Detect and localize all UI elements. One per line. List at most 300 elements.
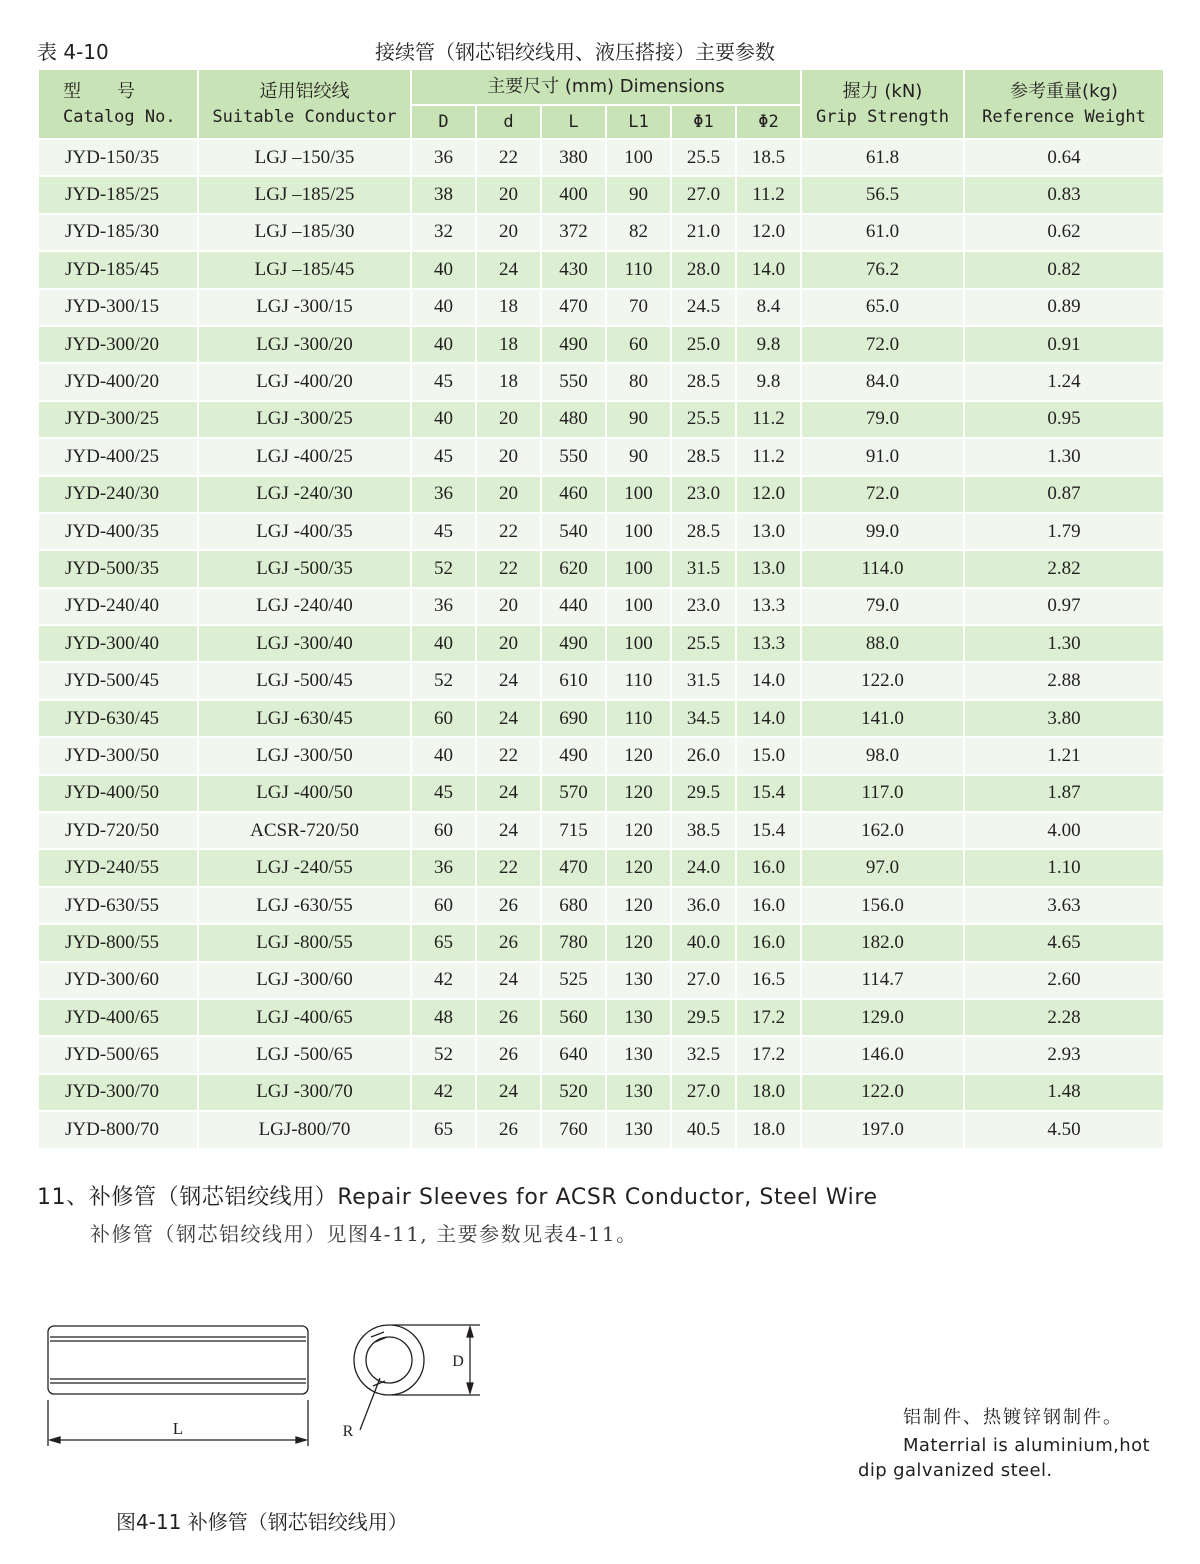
cell-d: 22 bbox=[476, 550, 541, 587]
cell-grip: 122.0 bbox=[801, 662, 964, 699]
cell-L1: 110 bbox=[606, 700, 671, 737]
section-heading: 11、补修管（钢芯铝绞线用）Repair Sleeves for ACSR Conductor, Steel Wire bbox=[37, 1185, 878, 1210]
cell-phi2: 13.0 bbox=[736, 550, 801, 587]
cell-grip: 197.0 bbox=[801, 1111, 964, 1148]
cell-conductor: LGJ -400/65 bbox=[198, 999, 411, 1036]
cell-phi2: 16.0 bbox=[736, 924, 801, 961]
cell-phi1: 38.5 bbox=[671, 812, 736, 849]
material-note-en-line2: dip galvanized steel. bbox=[858, 1460, 1053, 1481]
cell-D: 60 bbox=[411, 700, 476, 737]
cell-catalog: JYD-300/25 bbox=[38, 401, 198, 438]
cell-d: 24 bbox=[476, 251, 541, 288]
cell-weight: 0.82 bbox=[964, 251, 1164, 288]
cell-weight: 1.24 bbox=[964, 363, 1164, 400]
cell-grip: 76.2 bbox=[801, 251, 964, 288]
cell-phi1: 23.0 bbox=[671, 588, 736, 625]
cell-L1: 100 bbox=[606, 139, 671, 176]
cell-d: 24 bbox=[476, 662, 541, 699]
material-note-en-line1: Materrial is aluminium,hot bbox=[903, 1435, 1150, 1456]
section-subtitle: 补修管（钢芯铝绞线用）见图4-11, 主要参数见表4-11。 bbox=[90, 1222, 638, 1246]
cell-L1: 130 bbox=[606, 1111, 671, 1148]
cell-conductor: LGJ -800/55 bbox=[198, 924, 411, 961]
table-row bbox=[38, 550, 1164, 587]
cell-L1: 110 bbox=[606, 662, 671, 699]
cell-L1: 100 bbox=[606, 550, 671, 587]
table-row bbox=[38, 849, 1164, 886]
cell-d: 24 bbox=[476, 962, 541, 999]
cell-conductor: LGJ –185/25 bbox=[198, 176, 411, 213]
cell-d: 26 bbox=[476, 887, 541, 924]
cell-phi1: 29.5 bbox=[671, 999, 736, 1036]
cell-grip: 114.7 bbox=[801, 962, 964, 999]
cell-phi2: 11.2 bbox=[736, 438, 801, 475]
cell-D: 40 bbox=[411, 251, 476, 288]
table-row bbox=[38, 625, 1164, 662]
cell-grip: 141.0 bbox=[801, 700, 964, 737]
cell-catalog: JYD-300/20 bbox=[38, 326, 198, 363]
cell-weight: 4.65 bbox=[964, 924, 1164, 961]
cell-d: 22 bbox=[476, 737, 541, 774]
cell-D: 60 bbox=[411, 887, 476, 924]
cell-phi1: 28.5 bbox=[671, 513, 736, 550]
cell-conductor: LGJ -500/65 bbox=[198, 1036, 411, 1073]
table-row bbox=[38, 438, 1164, 475]
header-conductor bbox=[198, 69, 411, 139]
table-row bbox=[38, 924, 1164, 961]
cell-d: 24 bbox=[476, 812, 541, 849]
cell-catalog: JYD-185/25 bbox=[38, 176, 198, 213]
cell-L1: 60 bbox=[606, 326, 671, 363]
header-dim-4: Φ1 bbox=[671, 105, 736, 139]
cell-d: 18 bbox=[476, 326, 541, 363]
cell-d: 20 bbox=[476, 214, 541, 251]
cell-phi1: 25.0 bbox=[671, 326, 736, 363]
cell-D: 40 bbox=[411, 401, 476, 438]
cell-conductor: LGJ -400/35 bbox=[198, 513, 411, 550]
cell-phi2: 13.3 bbox=[736, 588, 801, 625]
cell-L: 400 bbox=[541, 176, 606, 213]
cell-phi1: 28.5 bbox=[671, 363, 736, 400]
cell-grip: 97.0 bbox=[801, 849, 964, 886]
cell-L: 525 bbox=[541, 962, 606, 999]
cell-L1: 82 bbox=[606, 214, 671, 251]
cell-weight: 0.83 bbox=[964, 176, 1164, 213]
header-dim-2: L bbox=[541, 105, 606, 139]
table-row bbox=[38, 176, 1164, 213]
table-row bbox=[38, 887, 1164, 924]
cell-phi1: 26.0 bbox=[671, 737, 736, 774]
cell-catalog: JYD-500/65 bbox=[38, 1036, 198, 1073]
cell-D: 42 bbox=[411, 962, 476, 999]
cell-d: 20 bbox=[476, 176, 541, 213]
cell-phi1: 25.5 bbox=[671, 401, 736, 438]
header-conductor-cn: 适用铝绞线 bbox=[259, 81, 350, 102]
cell-conductor: LGJ –150/35 bbox=[198, 139, 411, 176]
cell-conductor: LGJ -300/60 bbox=[198, 962, 411, 999]
table-row bbox=[38, 700, 1164, 737]
table-row bbox=[38, 662, 1164, 699]
cell-catalog: JYD-185/30 bbox=[38, 214, 198, 251]
table-body bbox=[38, 139, 1164, 1149]
cell-D: 36 bbox=[411, 849, 476, 886]
cell-phi2: 9.8 bbox=[736, 326, 801, 363]
cell-L: 470 bbox=[541, 289, 606, 326]
cell-L: 570 bbox=[541, 775, 606, 812]
cell-D: 40 bbox=[411, 737, 476, 774]
cell-catalog: JYD-400/25 bbox=[38, 438, 198, 475]
cell-catalog: JYD-185/45 bbox=[38, 251, 198, 288]
cell-L1: 100 bbox=[606, 625, 671, 662]
cell-D: 38 bbox=[411, 176, 476, 213]
dimension-label-D: D bbox=[452, 1353, 464, 1370]
cell-phi1: 40.5 bbox=[671, 1111, 736, 1148]
cell-conductor: LGJ –185/45 bbox=[198, 251, 411, 288]
cell-conductor: LGJ -400/50 bbox=[198, 775, 411, 812]
table-row bbox=[38, 1036, 1164, 1073]
cell-D: 65 bbox=[411, 1111, 476, 1148]
header-dim-0: D bbox=[411, 105, 476, 139]
cell-L1: 130 bbox=[606, 1036, 671, 1073]
cell-grip: 162.0 bbox=[801, 812, 964, 849]
cell-weight: 4.50 bbox=[964, 1111, 1164, 1148]
table-row bbox=[38, 139, 1164, 176]
cell-grip: 156.0 bbox=[801, 887, 964, 924]
cell-phi1: 29.5 bbox=[671, 775, 736, 812]
cell-d: 26 bbox=[476, 1111, 541, 1148]
table-row bbox=[38, 588, 1164, 625]
cell-grip: 98.0 bbox=[801, 737, 964, 774]
cell-phi2: 17.2 bbox=[736, 1036, 801, 1073]
cell-d: 18 bbox=[476, 289, 541, 326]
table-header bbox=[38, 69, 1164, 139]
cell-L: 550 bbox=[541, 438, 606, 475]
cell-conductor: LGJ -300/15 bbox=[198, 289, 411, 326]
cell-phi2: 18.0 bbox=[736, 1074, 801, 1111]
cell-phi2: 16.0 bbox=[736, 849, 801, 886]
cell-phi1: 31.5 bbox=[671, 662, 736, 699]
cell-L: 520 bbox=[541, 1074, 606, 1111]
table-row bbox=[38, 775, 1164, 812]
cell-catalog: JYD-500/45 bbox=[38, 662, 198, 699]
cell-D: 45 bbox=[411, 438, 476, 475]
cell-catalog: JYD-300/40 bbox=[38, 625, 198, 662]
cell-catalog: JYD-240/40 bbox=[38, 588, 198, 625]
cell-weight: 2.88 bbox=[964, 662, 1164, 699]
cell-conductor: LGJ -500/45 bbox=[198, 662, 411, 699]
table-label: 表 4-10 bbox=[37, 40, 109, 64]
cell-grip: 146.0 bbox=[801, 1036, 964, 1073]
cell-grip: 122.0 bbox=[801, 1074, 964, 1111]
cell-weight: 1.21 bbox=[964, 737, 1164, 774]
cell-D: 60 bbox=[411, 812, 476, 849]
cell-conductor: LGJ -240/40 bbox=[198, 588, 411, 625]
cell-weight: 2.82 bbox=[964, 550, 1164, 587]
header-catalog-en: Catalog No. bbox=[63, 107, 176, 127]
cell-L1: 80 bbox=[606, 363, 671, 400]
cell-d: 22 bbox=[476, 849, 541, 886]
cell-D: 42 bbox=[411, 1074, 476, 1111]
cell-L: 440 bbox=[541, 588, 606, 625]
cell-phi2: 17.2 bbox=[736, 999, 801, 1036]
cell-d: 20 bbox=[476, 625, 541, 662]
cell-L: 470 bbox=[541, 849, 606, 886]
cell-L1: 130 bbox=[606, 962, 671, 999]
cell-conductor: LGJ -300/20 bbox=[198, 326, 411, 363]
table-row bbox=[38, 1111, 1164, 1148]
table-row bbox=[38, 363, 1164, 400]
cell-catalog: JYD-150/35 bbox=[38, 139, 198, 176]
cell-grip: 61.0 bbox=[801, 214, 964, 251]
cell-grip: 72.0 bbox=[801, 476, 964, 513]
cell-L: 490 bbox=[541, 625, 606, 662]
cell-conductor: LGJ -240/30 bbox=[198, 476, 411, 513]
cell-L1: 120 bbox=[606, 924, 671, 961]
cell-phi1: 27.0 bbox=[671, 962, 736, 999]
cell-D: 36 bbox=[411, 588, 476, 625]
header-dim-1: d bbox=[476, 105, 541, 139]
cell-catalog: JYD-240/55 bbox=[38, 849, 198, 886]
cell-d: 22 bbox=[476, 513, 541, 550]
cell-L1: 90 bbox=[606, 438, 671, 475]
cell-weight: 1.10 bbox=[964, 849, 1164, 886]
cell-grip: 72.0 bbox=[801, 326, 964, 363]
cell-conductor: LGJ-800/70 bbox=[198, 1111, 411, 1148]
cell-weight: 0.97 bbox=[964, 588, 1164, 625]
cell-catalog: JYD-720/50 bbox=[38, 812, 198, 849]
cell-d: 24 bbox=[476, 1074, 541, 1111]
cell-conductor: LGJ -300/40 bbox=[198, 625, 411, 662]
table-row bbox=[38, 513, 1164, 550]
cell-weight: 1.48 bbox=[964, 1074, 1164, 1111]
cell-conductor: LGJ -630/45 bbox=[198, 700, 411, 737]
cell-phi2: 16.5 bbox=[736, 962, 801, 999]
dimension-label-R: R bbox=[342, 1423, 354, 1440]
cell-catalog: JYD-300/60 bbox=[38, 962, 198, 999]
cell-d: 20 bbox=[476, 588, 541, 625]
cell-phi1: 25.5 bbox=[671, 139, 736, 176]
cell-weight: 1.87 bbox=[964, 775, 1164, 812]
cell-conductor: LGJ -400/25 bbox=[198, 438, 411, 475]
table-row bbox=[38, 999, 1164, 1036]
cell-L1: 90 bbox=[606, 176, 671, 213]
cell-D: 36 bbox=[411, 139, 476, 176]
cell-phi1: 28.5 bbox=[671, 438, 736, 475]
cell-phi2: 12.0 bbox=[736, 476, 801, 513]
cell-L1: 120 bbox=[606, 849, 671, 886]
cell-L1: 110 bbox=[606, 251, 671, 288]
table-row bbox=[38, 401, 1164, 438]
cell-L1: 130 bbox=[606, 999, 671, 1036]
cell-phi1: 24.5 bbox=[671, 289, 736, 326]
cell-phi1: 27.0 bbox=[671, 1074, 736, 1111]
cell-weight: 0.89 bbox=[964, 289, 1164, 326]
cell-D: 32 bbox=[411, 214, 476, 251]
cell-phi2: 16.0 bbox=[736, 887, 801, 924]
cell-catalog: JYD-800/70 bbox=[38, 1111, 198, 1148]
cell-grip: 117.0 bbox=[801, 775, 964, 812]
cell-phi1: 23.0 bbox=[671, 476, 736, 513]
cell-catalog: JYD-400/20 bbox=[38, 363, 198, 400]
cell-phi1: 28.0 bbox=[671, 251, 736, 288]
cell-L: 690 bbox=[541, 700, 606, 737]
cell-catalog: JYD-300/70 bbox=[38, 1074, 198, 1111]
cell-phi1: 27.0 bbox=[671, 176, 736, 213]
cell-phi2: 15.0 bbox=[736, 737, 801, 774]
table-row bbox=[38, 214, 1164, 251]
cell-L: 620 bbox=[541, 550, 606, 587]
cell-conductor: LGJ -400/20 bbox=[198, 363, 411, 400]
cell-phi1: 25.5 bbox=[671, 625, 736, 662]
table-row bbox=[38, 326, 1164, 363]
cell-phi2: 15.4 bbox=[736, 812, 801, 849]
cell-catalog: JYD-240/30 bbox=[38, 476, 198, 513]
cell-D: 52 bbox=[411, 662, 476, 699]
cell-L1: 100 bbox=[606, 476, 671, 513]
cell-d: 18 bbox=[476, 363, 541, 400]
cell-grip: 61.8 bbox=[801, 139, 964, 176]
cell-phi1: 36.0 bbox=[671, 887, 736, 924]
sleeve-end-view bbox=[354, 1325, 480, 1430]
cell-grip: 65.0 bbox=[801, 289, 964, 326]
cell-D: 36 bbox=[411, 476, 476, 513]
cell-phi2: 14.0 bbox=[736, 662, 801, 699]
cell-conductor: LGJ -300/50 bbox=[198, 737, 411, 774]
cell-L1: 100 bbox=[606, 588, 671, 625]
table-row bbox=[38, 476, 1164, 513]
cell-D: 52 bbox=[411, 550, 476, 587]
cell-D: 45 bbox=[411, 775, 476, 812]
table-title: 接续管（钢芯铝绞线用、液压搭接）主要参数 bbox=[375, 40, 775, 64]
cell-weight: 0.62 bbox=[964, 214, 1164, 251]
dimension-label-L: L bbox=[172, 1419, 184, 1438]
table-row bbox=[38, 962, 1164, 999]
cell-D: 48 bbox=[411, 999, 476, 1036]
cell-L: 490 bbox=[541, 326, 606, 363]
cell-grip: 91.0 bbox=[801, 438, 964, 475]
cell-catalog: JYD-400/50 bbox=[38, 775, 198, 812]
cell-phi2: 15.4 bbox=[736, 775, 801, 812]
cell-conductor: LGJ -630/55 bbox=[198, 887, 411, 924]
cell-grip: 84.0 bbox=[801, 363, 964, 400]
cell-conductor: LGJ -300/70 bbox=[198, 1074, 411, 1111]
cell-weight: 3.80 bbox=[964, 700, 1164, 737]
cell-d: 20 bbox=[476, 401, 541, 438]
cell-phi1: 31.5 bbox=[671, 550, 736, 587]
cell-L1: 70 bbox=[606, 289, 671, 326]
cell-L1: 120 bbox=[606, 737, 671, 774]
cell-d: 24 bbox=[476, 700, 541, 737]
cell-weight: 4.00 bbox=[964, 812, 1164, 849]
cell-weight: 0.87 bbox=[964, 476, 1164, 513]
parameters-table bbox=[37, 68, 1165, 1150]
repair-sleeve-drawing bbox=[40, 1318, 500, 1454]
cell-phi1: 34.5 bbox=[671, 700, 736, 737]
cell-L: 550 bbox=[541, 363, 606, 400]
cell-phi2: 18.5 bbox=[736, 139, 801, 176]
cell-grip: 88.0 bbox=[801, 625, 964, 662]
cell-L: 480 bbox=[541, 401, 606, 438]
cell-d: 20 bbox=[476, 476, 541, 513]
cell-conductor: ACSR-720/50 bbox=[198, 812, 411, 849]
table-row bbox=[38, 737, 1164, 774]
cell-d: 26 bbox=[476, 924, 541, 961]
cell-catalog: JYD-500/35 bbox=[38, 550, 198, 587]
cell-grip: 99.0 bbox=[801, 513, 964, 550]
cell-grip: 129.0 bbox=[801, 999, 964, 1036]
cell-L: 680 bbox=[541, 887, 606, 924]
cell-phi2: 18.0 bbox=[736, 1111, 801, 1148]
table-row bbox=[38, 289, 1164, 326]
cell-phi2: 11.2 bbox=[736, 176, 801, 213]
cell-phi2: 13.0 bbox=[736, 513, 801, 550]
cell-weight: 1.79 bbox=[964, 513, 1164, 550]
cell-grip: 182.0 bbox=[801, 924, 964, 961]
cell-L: 715 bbox=[541, 812, 606, 849]
cell-D: 40 bbox=[411, 326, 476, 363]
header-weight-en: Reference Weight bbox=[982, 107, 1146, 127]
cell-phi2: 8.4 bbox=[736, 289, 801, 326]
cell-phi1: 40.0 bbox=[671, 924, 736, 961]
cell-phi1: 24.0 bbox=[671, 849, 736, 886]
cell-weight: 2.60 bbox=[964, 962, 1164, 999]
cell-conductor: LGJ –185/30 bbox=[198, 214, 411, 251]
cell-D: 40 bbox=[411, 625, 476, 662]
cell-phi2: 11.2 bbox=[736, 401, 801, 438]
header-catalog bbox=[38, 69, 198, 139]
cell-D: 65 bbox=[411, 924, 476, 961]
cell-L: 560 bbox=[541, 999, 606, 1036]
cell-L: 610 bbox=[541, 662, 606, 699]
cell-L: 760 bbox=[541, 1111, 606, 1148]
cell-catalog: JYD-300/50 bbox=[38, 737, 198, 774]
cell-d: 22 bbox=[476, 139, 541, 176]
cell-grip: 114.0 bbox=[801, 550, 964, 587]
header-dim-5: Φ2 bbox=[736, 105, 801, 139]
header-conductor-en: Suitable Conductor bbox=[212, 107, 397, 127]
cell-L: 540 bbox=[541, 513, 606, 550]
cell-d: 20 bbox=[476, 438, 541, 475]
cell-grip: 79.0 bbox=[801, 401, 964, 438]
header-grip-cn: 握力 (kN) bbox=[842, 81, 923, 102]
header-dim-3: L1 bbox=[606, 105, 671, 139]
cell-L1: 90 bbox=[606, 401, 671, 438]
cell-L: 460 bbox=[541, 476, 606, 513]
cell-D: 45 bbox=[411, 513, 476, 550]
cell-grip: 56.5 bbox=[801, 176, 964, 213]
cell-phi2: 14.0 bbox=[736, 700, 801, 737]
header-catalog-cn: 型 号 bbox=[63, 81, 135, 102]
cell-weight: 1.30 bbox=[964, 625, 1164, 662]
cell-phi2: 9.8 bbox=[736, 363, 801, 400]
cell-weight: 0.95 bbox=[964, 401, 1164, 438]
cell-conductor: LGJ -300/25 bbox=[198, 401, 411, 438]
cell-D: 45 bbox=[411, 363, 476, 400]
cell-weight: 2.28 bbox=[964, 999, 1164, 1036]
header-weight-cn: 参考重量(kg) bbox=[1010, 81, 1118, 102]
table-row bbox=[38, 251, 1164, 288]
table-row bbox=[38, 1074, 1164, 1111]
cell-weight: 2.93 bbox=[964, 1036, 1164, 1073]
cell-D: 40 bbox=[411, 289, 476, 326]
cell-L1: 130 bbox=[606, 1074, 671, 1111]
cell-L: 372 bbox=[541, 214, 606, 251]
cell-phi1: 32.5 bbox=[671, 1036, 736, 1073]
cell-conductor: LGJ -240/55 bbox=[198, 849, 411, 886]
cell-L: 380 bbox=[541, 139, 606, 176]
cell-d: 26 bbox=[476, 999, 541, 1036]
cell-catalog: JYD-800/55 bbox=[38, 924, 198, 961]
cell-catalog: JYD-630/45 bbox=[38, 700, 198, 737]
